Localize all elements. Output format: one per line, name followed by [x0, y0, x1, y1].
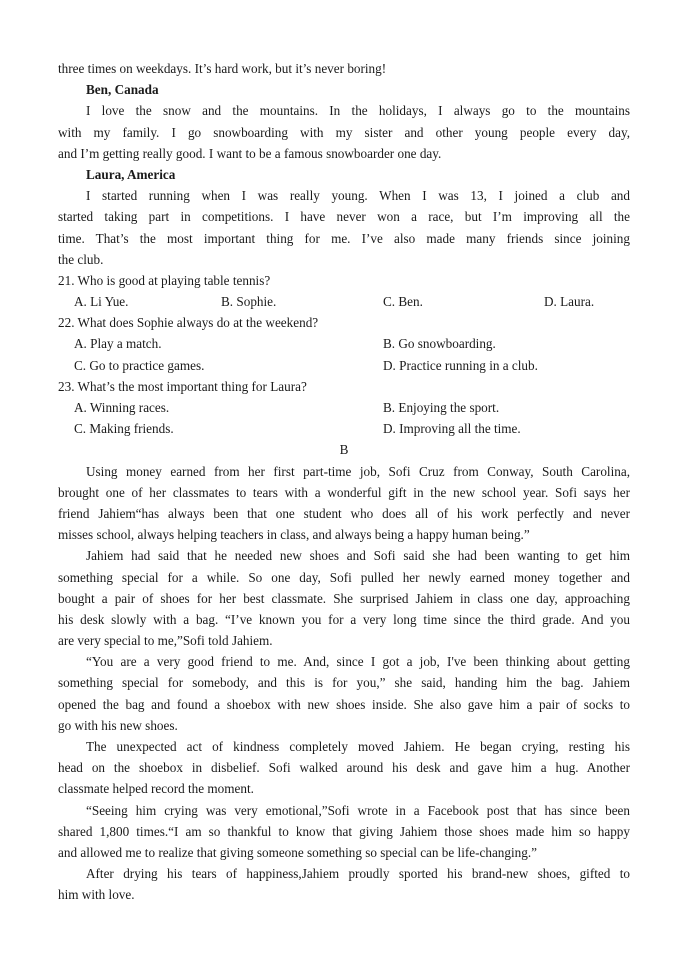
option-d: D. Practice running in a club. — [383, 357, 538, 373]
option-b: B. Enjoying the sport. — [383, 400, 500, 415]
text-line: and allowed me to realize that giving someone something so special can be life-changing.” — [58, 844, 537, 860]
option-b: B. Sophie. — [221, 294, 277, 310]
person-heading-laura: Laura, America — [86, 166, 176, 182]
text-line: “You are a very good friend to me. And, since I got a job, I've been thinking about getting — [86, 654, 630, 670]
text-line: friend Jahiem“has always been that one student who does all of his work perfectly and never — [58, 505, 630, 521]
text-line: with my family. I go snowboarding with my sister and other young people every day, — [58, 124, 630, 140]
text-line: After drying his tears of happiness,Jahiem proudly sported his brand-new shoes, gifted to — [86, 866, 630, 882]
question-22-options-row2 — [58, 355, 630, 376]
option-d: D. Laura. — [544, 294, 595, 310]
text-line: him with love. — [58, 887, 135, 903]
text-line: bought a pair of shoes for her best classmate. She surprised Jahiem in class one day, approaching — [58, 590, 630, 606]
text-line: and I’m getting really good. I want to be a famous snowboarder one day. — [58, 145, 442, 161]
option-a: A. Play a match. — [74, 336, 162, 352]
text-line: The unexpected act of kindness completely moved Jahiem. He began crying, resting his — [86, 739, 630, 754]
text-line: misses school, always helping teachers in class, and always being a happy human being.” — [58, 527, 530, 543]
text-line: I love the snow and the mountains. In the holidays, I always go to the mountains — [86, 103, 630, 119]
text-line: something special for somebody, and this is for you,” she said, handing him the bag. Jahiem — [58, 675, 630, 691]
option-a: A. Winning races. — [74, 400, 170, 415]
text-line: three times on weekdays. It’s hard work, but it’s never boring! — [58, 61, 387, 76]
text-line: time. That’s the most important thing for me. I’ve also made many friends since joining — [58, 230, 630, 246]
option-c: C. Ben. — [383, 294, 423, 310]
text-line: something special for a while. So one day, Sofi pulled her newly earned money together and — [58, 569, 630, 585]
text-line: classmate helped record the moment. — [58, 781, 254, 797]
question-22-options-row1 — [58, 333, 630, 354]
text-line: go with his new shoes. — [58, 717, 178, 733]
text-line: Using money earned from her first part-time job, Sofi Cruz from Conway, South Carolina, — [86, 463, 630, 479]
question-23-stem: 23. What’s the most important thing for Laura? — [58, 378, 307, 394]
text-line: Jahiem had said that he needed new shoes and Sofi said she had been wanting to get him — [86, 548, 630, 564]
option-d: D. Improving all the time. — [383, 421, 521, 437]
text-line: shared 1,800 times.“I am so thankful to know that giving Jahiem those shoes made him so happy — [58, 823, 630, 839]
text-line: the club. — [58, 251, 104, 267]
person-heading-ben: Ben, Canada — [86, 82, 159, 98]
question-23-options-row1 — [58, 397, 630, 418]
text-line: brought one of her classmates to tears with a wonderful gift in the new school year. Sofi says her — [58, 484, 630, 500]
text-line: started taking part in competitions. I have never won a race, but I’m improving all the — [58, 209, 630, 225]
section-b-label: B — [339, 442, 349, 458]
text-line: head on the shoebox in disbelief. Sofi walked around his desk and gave him a hug. Another — [58, 760, 630, 776]
text-line: I started running when I was really young. When I was 13, I joined a club and — [86, 188, 630, 204]
question-23-options-row2 — [58, 418, 630, 439]
option-b: B. Go snowboarding. — [383, 336, 496, 352]
option-a: A. Li Yue. — [74, 294, 129, 310]
text-line: his desk slowly with a bag. “I’ve known you for a very long time since the third grade. And you — [58, 611, 630, 627]
text-line: “Seeing him crying was very emotional,”Sofi wrote in a Facebook post that has since been — [86, 802, 630, 818]
option-c: C. Go to practice games. — [74, 357, 205, 373]
text-line: opened the bag and found a shoebox with new shoes inside. She also gave him a pair of socks to — [58, 696, 630, 712]
text-line: are very special to me,”Sofi told Jahiem. — [58, 633, 273, 649]
option-c: C. Making friends. — [74, 421, 174, 437]
question-21-stem: 21. Who is good at playing table tennis? — [58, 272, 271, 288]
question-21-options — [58, 291, 630, 312]
document-page — [58, 58, 630, 906]
question-22-stem: 22. What does Sophie always do at the weekend? — [58, 315, 319, 331]
